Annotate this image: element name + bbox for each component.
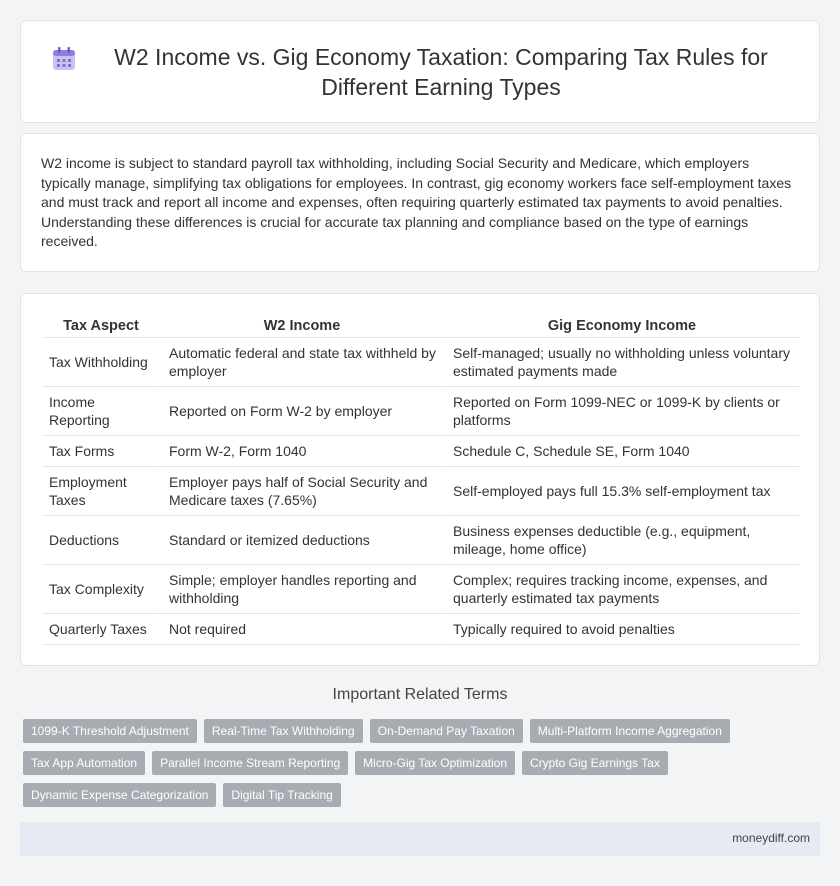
comparison-table: [43, 312, 799, 645]
intro-paragraph: W2 income is subject to standard payroll tax withholding, including Social Security and Medicare, which employers typically manage, simplifying tax obligations for employees. In contrast, gig economy workers face self-employment taxes and must track and report all income and expenses, often requiring quarterly estimated tax payments to avoid penalties. Understanding these differences is crucial for accurate tax planning and compliance based on the type of earnings received.: [41, 155, 792, 249]
cell-w2: Automatic federal and state tax withheld by employer: [159, 338, 443, 387]
related-term-tag[interactable]: 1099-K Threshold Adjustment: [23, 719, 197, 743]
cell-w2: Not required: [159, 614, 443, 645]
table-header-row: [43, 312, 799, 338]
footer-bar: [20, 822, 820, 856]
related-term-tag[interactable]: Dynamic Expense Categorization: [23, 783, 216, 807]
cell-aspect: Tax Forms: [43, 436, 159, 467]
table-row: [43, 565, 799, 614]
table-row: [43, 338, 799, 387]
cell-gig: Schedule C, Schedule SE, Form 1040: [443, 436, 799, 467]
cell-aspect: Employment Taxes: [43, 467, 159, 516]
cell-aspect: Income Reporting: [43, 387, 159, 436]
comparison-card: [20, 293, 820, 666]
cell-aspect: Tax Complexity: [43, 565, 159, 614]
cell-w2: Reported on Form W-2 by employer: [159, 387, 443, 436]
header-gig-income: Gig Economy Income: [443, 312, 799, 338]
header-w2-income: W2 Income: [159, 312, 443, 338]
related-term-tag[interactable]: On-Demand Pay Taxation: [370, 719, 523, 743]
related-term-tag[interactable]: Parallel Income Stream Reporting: [152, 751, 348, 775]
table-row: [43, 436, 799, 467]
cell-w2: Simple; employer handles reporting and withholding: [159, 565, 443, 614]
related-term-tag[interactable]: Multi-Platform Income Aggregation: [530, 719, 730, 743]
cell-gig: Typically required to avoid penalties: [443, 614, 799, 645]
related-term-tag[interactable]: Digital Tip Tracking: [223, 783, 340, 807]
title-card: [20, 20, 820, 123]
table-row: [43, 387, 799, 436]
table-row: [43, 467, 799, 516]
related-terms-list: [23, 719, 783, 815]
cell-w2: Standard or itemized deductions: [159, 516, 443, 565]
intro-card: [20, 133, 820, 272]
cell-aspect: Tax Withholding: [43, 338, 159, 387]
header-tax-aspect: Tax Aspect: [43, 312, 159, 338]
related-term-tag[interactable]: Micro-Gig Tax Optimization: [355, 751, 515, 775]
related-term-tag[interactable]: Tax App Automation: [23, 751, 145, 775]
calendar-icon: [50, 45, 78, 73]
cell-aspect: Quarterly Taxes: [43, 614, 159, 645]
related-term-tag[interactable]: Crypto Gig Earnings Tax: [522, 751, 668, 775]
cell-gig: Complex; requires tracking income, expenses, and quarterly estimated tax payments: [443, 565, 799, 614]
cell-gig: Business expenses deductible (e.g., equipment, mileage, home office): [443, 516, 799, 565]
cell-gig: Self-employed pays full 15.3% self-employment tax: [443, 467, 799, 516]
cell-aspect: Deductions: [43, 516, 159, 565]
related-term-tag[interactable]: Real-Time Tax Withholding: [204, 719, 363, 743]
site-credit[interactable]: moneydiff.com: [732, 831, 810, 845]
cell-gig: Self-managed; usually no withholding unless voluntary estimated payments made: [443, 338, 799, 387]
table-row: [43, 614, 799, 645]
cell-w2: Employer pays half of Social Security and Medicare taxes (7.65%): [159, 467, 443, 516]
page-title: W2 Income vs. Gig Economy Taxation: Comparing Tax Rules for Different Earning Types: [114, 43, 768, 100]
related-terms-heading: Important Related Terms: [332, 686, 508, 703]
cell-w2: Form W-2, Form 1040: [159, 436, 443, 467]
table-row: [43, 516, 799, 565]
cell-gig: Reported on Form 1099-NEC or 1099-K by clients or platforms: [443, 387, 799, 436]
